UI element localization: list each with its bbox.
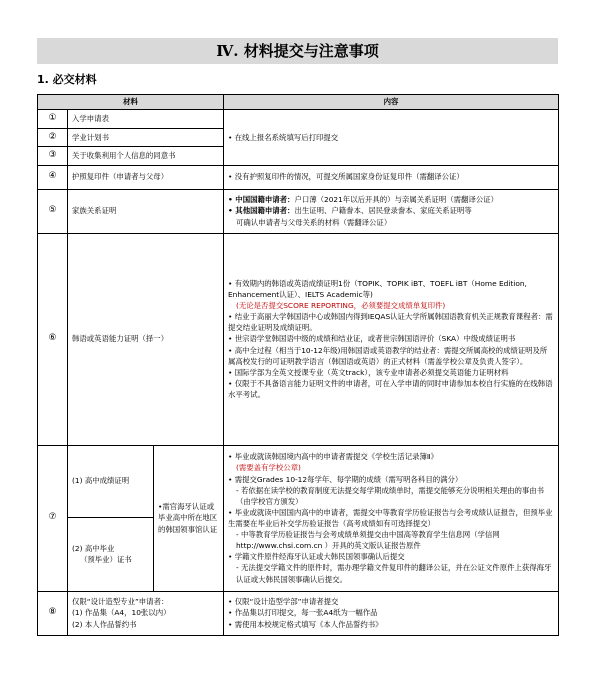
text: (2) 高中毕业 <box>72 543 115 553</box>
text: 可确认申请者与父母关系的材料（需翻译公证） <box>236 217 392 227</box>
text: 出生证明、户籍誊本、居民登录誊本、家庭关系证明等 <box>294 206 472 216</box>
table-row <box>38 165 559 189</box>
material-name <box>68 517 154 591</box>
row-content: • 在线上报名系统填写后打印提交 <box>224 110 559 166</box>
table-row <box>38 591 559 635</box>
text: • 有效期内的韩语或英语成绩证明1份（TOPIK、TOPIK iBT、TOEFL iBT（Home Edition, Enhancement认证）、IELTS Academic等) <box>228 278 527 299</box>
page-title: Ⅳ. 材料提交与注意事项 <box>37 38 558 64</box>
label-cn-applicant: • 中国国籍申请者： <box>228 195 295 205</box>
text: • 学籍文件原件经海牙认证或大韩民国领事确认后提交 <box>228 552 405 562</box>
material-name: 家族关系证明 <box>68 189 224 233</box>
note-red: (无论是否提交SCORE REPORTING，必须要提交成绩单复印件) <box>236 301 446 311</box>
text: • 作品集以打印提交，每一张A4纸为一幅作品 <box>228 608 378 618</box>
text: • 毕业或就读韩国境内高中的申请者需提交《学校生活记录簿Ⅱ》 <box>228 452 438 462</box>
row-number: ⑤ <box>38 189 68 233</box>
row-content <box>224 445 559 591</box>
material-name: (1) 高中成绩证明 <box>68 445 154 517</box>
header-content: 内容 <box>224 95 559 110</box>
text: • 仅限“设计造型学部”申请者提交 <box>228 597 339 607</box>
table-header-row <box>38 95 559 110</box>
section-heading: 1. 必交材料 <box>37 73 97 86</box>
material-name: 关于收集利用个人信息的同意书 <box>68 147 224 166</box>
row-number: ③ <box>38 147 68 166</box>
table-row <box>38 445 559 517</box>
table-row <box>38 189 559 233</box>
row-content <box>224 591 559 635</box>
header-material: 材料 <box>38 95 224 110</box>
text: • 需提交Grades 10-12每学年、每学期的成绩（需写明各科目的满分） <box>228 474 463 484</box>
text: • 结业于高丽大学韩国语中心或韩国内得到IEQAS认证大学所属韩国语教育机关正规教育课程者：需提交结业证明及成绩证明。 <box>228 312 553 333</box>
text: • 国际学部为全英文授课专业（英文track），该专业申请者必须提交英语能力证明材料 <box>228 367 509 377</box>
table-row <box>38 110 559 129</box>
text: （预毕业）证书 <box>80 555 132 564</box>
material-name: 韩语或英语能力证明（择一） <box>68 233 224 445</box>
row-number: ⑧ <box>38 591 68 635</box>
row-number: ⑥ <box>38 233 68 445</box>
row-content <box>224 189 559 233</box>
row-number: ① <box>38 110 68 129</box>
row-number: ④ <box>38 165 68 189</box>
certification-note: •需官海牙认证或毕业高中所在地区的韩国领事馆认证 <box>154 445 224 591</box>
text: - 若依据在读学校的教育制度无法提交每学期成绩单时，需提交能够充分说明相关理由的事由书（由学校官方颁发） <box>236 485 545 506</box>
text: - 无法提交学籍文件的原件时，需办理学籍文件复印件的翻译公证，并在公证文件原件上获得海牙认证或大韩民国领事确认后提交。 <box>236 563 552 584</box>
row-number: ② <box>38 128 68 147</box>
text: 户口薄（2021年以后开具的）与亲属关系证明（需翻译公证） <box>294 195 499 205</box>
row-number: ⑦ <box>38 445 68 591</box>
text: • 毕业或就读中国国内高中的申请者，需提交中等教育学历验证报告与会考成绩认证报告，但预毕业生需要在毕业后补交学历验证报告（高考成绩如有可选择提交） <box>228 507 553 528</box>
material-name: 学业计划书 <box>68 128 224 147</box>
text: (2) 本人作品誓约书 <box>72 619 137 629</box>
note-red: (需要盖有学校公章) <box>236 463 301 473</box>
text: • 世宗语学堂韩国语中级的成绩和结业证，或者世宗韩国语评价（SKA）中级成绩证明书 <box>228 334 516 344</box>
text: 仅限“设计造型专业”申请者： <box>72 597 169 607</box>
row-content: • 没有护照复印件的情况，可提交所属国家身份证复印件（需翻译公证） <box>224 165 559 189</box>
text: • 仅限于不具备语言能力证明文件的申请者，可在入学申请的同时申请参加本校自行实施的在线韩语水平考试。 <box>228 378 553 399</box>
material-name: 入学申请表 <box>68 110 224 129</box>
text: (1) 作品集（A4，10张以内） <box>72 608 171 618</box>
materials-table <box>37 94 559 636</box>
text: - 中等教育学历验证报告与会考成绩单须提交由中国高等教育学生信息网（学信网 http://www.chsi.com.cn ）开具的英文版认证报告原件 <box>236 530 500 551</box>
row-content <box>224 233 559 445</box>
text: • 高中全过程（相当于10-12年级)用韩国语或英语教学的结业者：需提交所属高校的成绩证明及所属高校发行的可证明教学语言（韩国语或英语）的正式材料（需盖学校公章及负责人签字）。 <box>228 345 548 366</box>
label-other-applicant: • 其他国籍申请者： <box>228 206 295 216</box>
material-name <box>68 591 224 635</box>
table-row <box>38 233 559 445</box>
text: • 需使用本校规定格式填写《本人作品誓约书》 <box>228 619 383 629</box>
material-name: 护照复印件（申请者与父母） <box>68 165 224 189</box>
